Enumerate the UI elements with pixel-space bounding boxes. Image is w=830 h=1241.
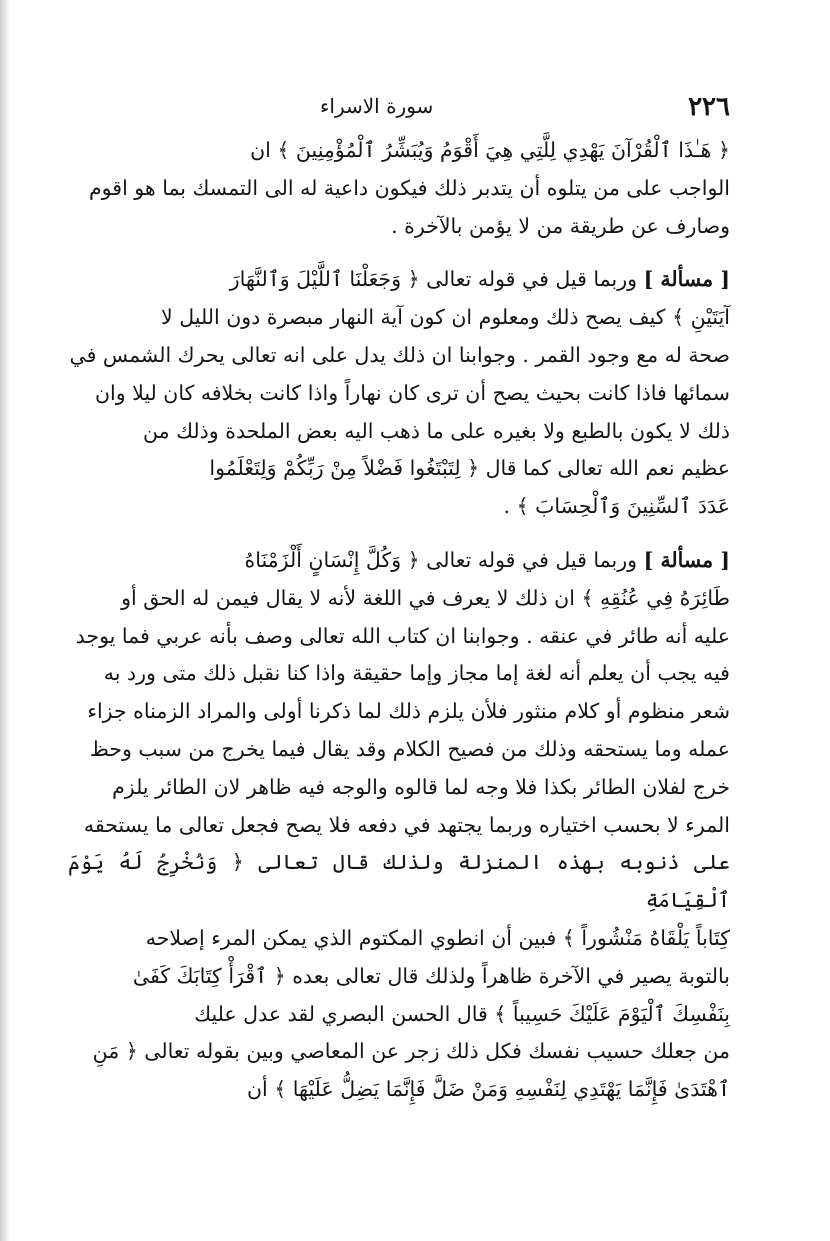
text-line: ٱهْتَدَىٰ فَإِنَّمَا يَهْتَدِي لِنَفْسِهِ وَمَنْ ضَلَّ فَإِنَّمَا يَضِلُّ عَلَيْهَا ﴾ أن xyxy=(247,1077,730,1102)
text-line: طَائِرَهُ فِي عُنُقِهِ ﴾ ان ذلك لا يعرف في اللغة لأنه لا يقال فيمن له الحق أو xyxy=(121,585,730,610)
binding-gutter-shadow xyxy=(0,0,10,1241)
text-line: ﴿ هَـٰذَا ٱلْقُرْآنَ يَهْدِي لِلَّتِي هِيَ أَقْوَمُ وَيُبَشِّرُ ٱلْمُؤْمِنِينَ ﴾ ان xyxy=(250,138,730,162)
section-label: [ مسألة ] xyxy=(643,547,730,572)
text-line: الواجب على من يتلوه أن يتدبر ذلك فيكون داعية له الى التمسك بما هو اقوم xyxy=(88,175,730,200)
paragraph-2 xyxy=(68,261,730,526)
text-line-body: وربما قيل في قوله تعالى ﴿ وَجَعَلْنَا ٱللَّيْلَ وَٱلنَّهَارَ xyxy=(229,267,638,292)
text-line: عمله وما يستحقه وذلك من فصيح الكلام وقد يقال فيما يخرج من سبب وحظ xyxy=(89,736,730,761)
text-line: شعر منظوم أو كلام منثور فلأن يلزم ذلك لما ذكرنا أولى والمراد الزمناه جزاء xyxy=(87,699,730,724)
paragraph-3 xyxy=(68,542,730,1109)
page-body xyxy=(68,132,730,1109)
section-label: [ مسألة ] xyxy=(643,267,730,292)
text-line: آيَتَيْنِ ﴾ كيف يصح ذلك ومعلوم ان كون آية النهار مبصرة دون الليل لا xyxy=(161,305,730,330)
text-line: ذلك لا يكون بالطبع ولا بغيره على ما ذهب اليه بعض الملحدة وذلك من xyxy=(143,418,730,443)
text-line: فيه يجب أن يعلم أنه لغة إما مجاز وإما حقيقة واذا كنا نقبل ذلك متى ورد به xyxy=(103,661,730,686)
text-line: بالتوبة يصير في الآخرة ظاهراً ولذلك قال تعالى بعده ﴿ ٱقْرَأْ كِتَابَكَ كَفَىٰ xyxy=(132,963,730,988)
text-line: عَدَدَ ٱلسِّنِينَ وَٱلْحِسَابَ ﴾ . xyxy=(503,494,730,519)
text-line: عظيم نعم الله تعالى كما قال ﴿ لِتَبْتَغُوا فَضْلاً مِنْ رَبِّكُمْ وَلِتَعْلَمُوا xyxy=(209,456,730,481)
page-number: ٢٢٦ xyxy=(688,92,730,122)
text-line: من جعلك حسيب نفسك فكل ذلك زجر عن المعاصي وبين بقوله تعالى ﴿ مَنِ xyxy=(92,1039,730,1064)
text-line: كِتَاباً يَلْقَاهُ مَنْشُوراً ﴾ فبين أن انطوي المكتوم الذي يمكن المرء إصلاحه xyxy=(145,925,730,950)
text-line: عليه أنه طائر في عنقه . وجوابنا ان كتاب الله تعالى وصف بأنه عربي فما يوجد xyxy=(75,623,730,648)
text-line: سمائها فاذا كانت بحيث يصح أن ترى كان نهاراً واذا كانت بخلافه كان ليلا وان xyxy=(94,380,730,405)
text-line: خرج لفلان الطائر بكذا فلا وجه لما قالوه والوجه فيه ظاهر لان الطائر يلزم xyxy=(112,774,730,799)
page-header xyxy=(80,86,730,132)
paragraph-1 xyxy=(68,132,730,245)
running-title: سورة الاسراء xyxy=(320,94,434,118)
text-line: بِنَفْسِكَ ٱلْيَوْمَ عَلَيْكَ حَسِيباً ﴾ قال الحسن البصري لقد عدل عليك xyxy=(194,1001,730,1026)
text-line-body: وربما قيل في قوله تعالى ﴿ وَكُلَّ إِنْسَانٍ أَلْزَمْنَاهُ xyxy=(244,547,638,572)
text-line: المرء لا بحسب اختياره وربما يجتهد في دفعه فلا يصح فجعل تعالى ما يستحقه xyxy=(83,812,730,837)
text-line: وصارف عن طريقة من لا يؤمن بالآخرة . xyxy=(391,213,730,238)
text-line xyxy=(68,261,730,299)
text-line: صحة له مع وجود القمر . وجوابنا ان ذلك يدل على انه تعالى يحرك الشمس في xyxy=(69,342,730,367)
text-line xyxy=(68,542,730,580)
text-line: على ذنوبه بهذه المنزلة ولذلك قال تعالى ﴿ وَنُخْرِجُ لَهُ يَوْمَ ٱلْقِيَامَةِ xyxy=(68,850,730,913)
